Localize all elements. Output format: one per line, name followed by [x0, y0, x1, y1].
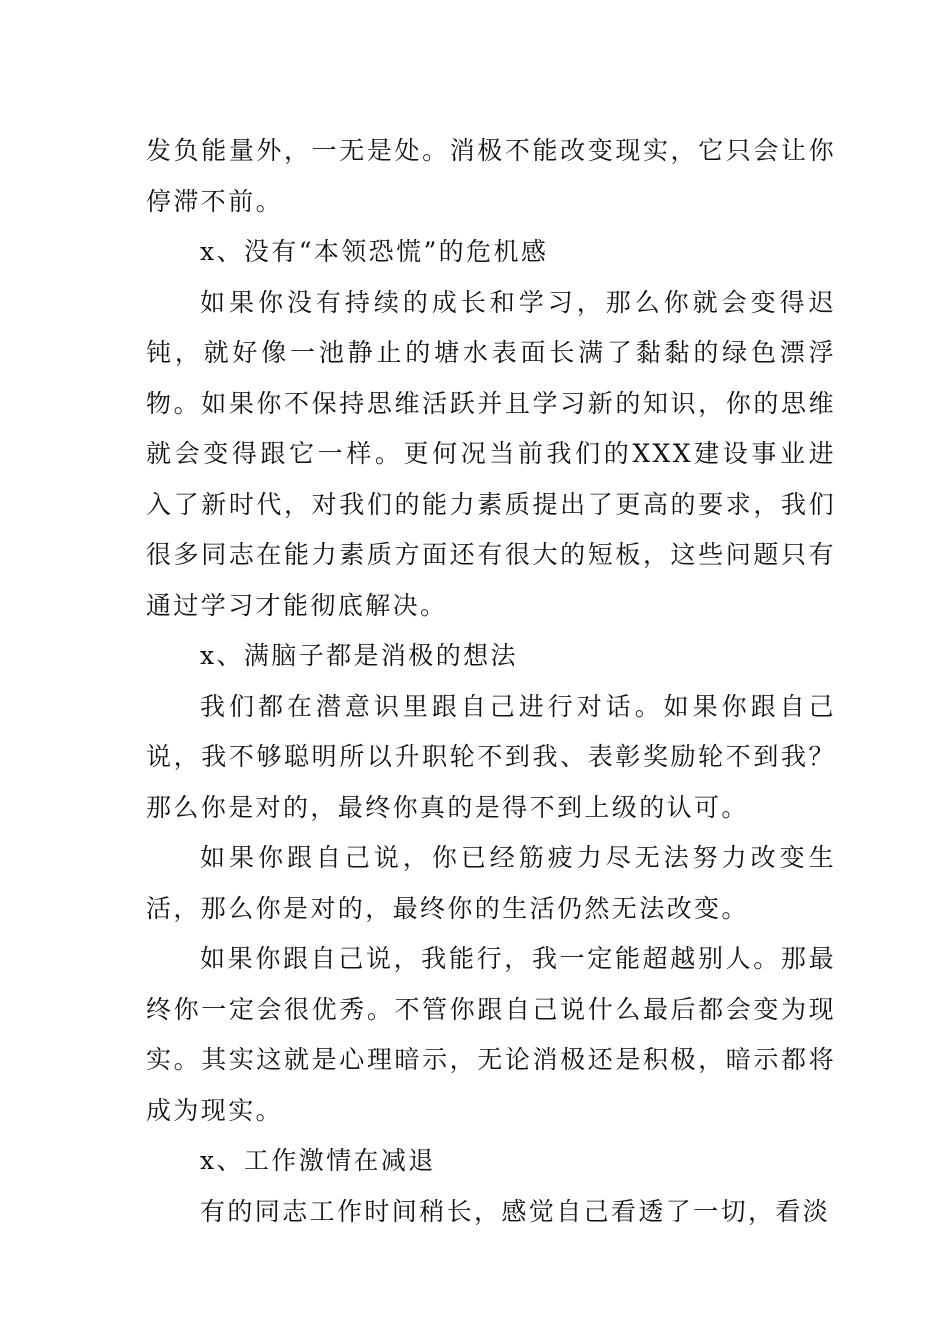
section-heading-passion: x、工作激情在减退 — [200, 1146, 436, 1175]
paragraph-continuation: 发负能量外，一无是处。消极不能改变现实，它只会让你停滞不前。 — [146, 136, 836, 216]
section-heading-negative-thoughts: x、满脑子都是消极的想法 — [200, 641, 518, 670]
paragraph-passion: 有的同志工作时间稍长，感觉自己看透了一切，看淡 — [200, 1196, 831, 1226]
section-heading-crisis: x、没有“本领恐慌”的危机感 — [200, 237, 549, 266]
paragraph-subconscious: 我们都在潜意识里跟自己进行对话。如果你跟自己说，我不够聪明所以升职轮不到我、表彰奖励轮不到我？那么你是对的，最终你真的是得不到上级的认可。 — [146, 691, 836, 822]
paragraph-learning: 如果你没有持续的成长和学习，那么你就会变得迟钝，就好像一池静止的塘水表面长满了黏黏的绿色漂浮物。如果你不保持思维活跃并且学习新的知识，你的思维就会变得跟它一样。更何况当前我们的XXX建设事业进入了新时代，对我们的能力素质提出了更高的要求，我们很多同志在能力素质方面还有很大的短板，这些问题只有通过学习才能彻底解决。 — [146, 287, 836, 620]
paragraph-exhausted: 如果你跟自己说，你已经筋疲力尽无法努力改变生活，那么你是对的，最终你的生活仍然无法改变。 — [146, 843, 836, 923]
paragraph-self-suggestion: 如果你跟自己说，我能行，我一定能超越别人。那最终你一定会很优秀。不管你跟自己说什么最后都会变为现实。其实这就是心理暗示，无论消极还是积极，暗示都将成为现实。 — [146, 944, 836, 1125]
document-body — [146, 126, 836, 1237]
